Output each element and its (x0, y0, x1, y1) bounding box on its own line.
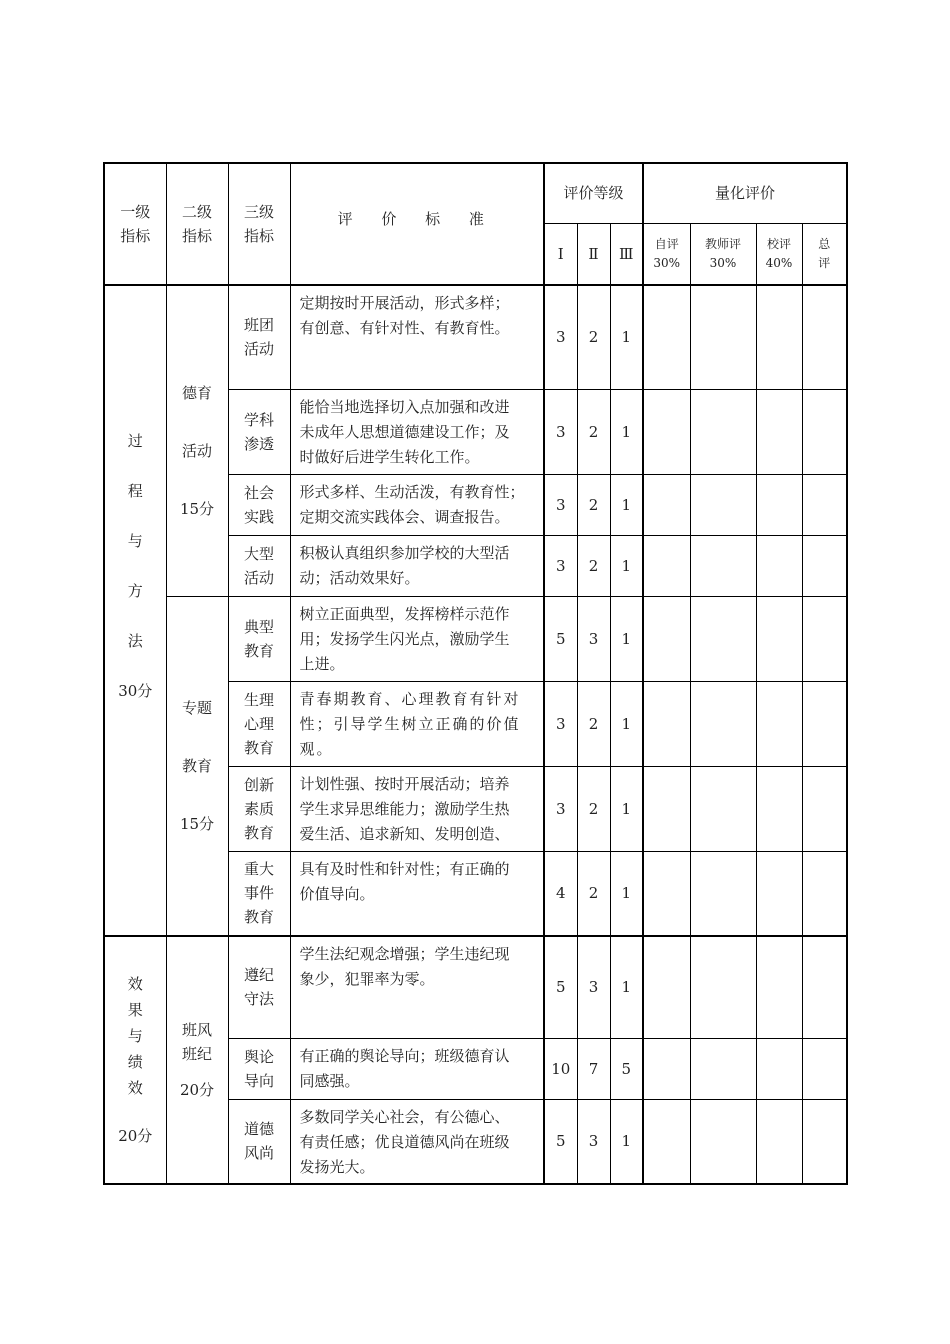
row-name: 道德 风尚 (228, 1099, 290, 1184)
row-criteria: 积极认真组织参加学校的大型活 动；活动效果好。 (290, 535, 544, 596)
row-name: 大型 活动 (228, 535, 290, 596)
grade-2: 3 (577, 596, 610, 681)
quant-header-self: 自评 30% (643, 223, 690, 285)
row-name: 遵纪 守法 (228, 936, 290, 1038)
score-teacher[interactable] (690, 936, 756, 1038)
score-teacher[interactable] (690, 596, 756, 681)
grade-header-3: Ⅲ (610, 223, 643, 285)
score-teacher[interactable] (690, 285, 756, 389)
grade-3: 1 (610, 389, 643, 474)
score-teacher[interactable] (690, 851, 756, 936)
score-self[interactable] (643, 285, 690, 389)
score-total[interactable] (802, 474, 847, 535)
score-total[interactable] (802, 936, 847, 1038)
row-name: 班团 活动 (228, 285, 290, 389)
score-self[interactable] (643, 535, 690, 596)
score-self[interactable] (643, 1099, 690, 1184)
score-school[interactable] (756, 596, 802, 681)
quant-header-teacher: 教师评 30% (690, 223, 756, 285)
grade-2: 3 (577, 936, 610, 1038)
score-self[interactable] (643, 851, 690, 936)
row-name: 学科 渗透 (228, 389, 290, 474)
grade-3: 1 (610, 285, 643, 389)
score-school[interactable] (756, 535, 802, 596)
score-school[interactable] (756, 936, 802, 1038)
group-effect: 效 果 与 绩 效 20分 (104, 936, 166, 1184)
grade-2: 2 (577, 681, 610, 766)
score-teacher[interactable] (690, 681, 756, 766)
row-criteria: 学生法纪观念增强；学生违纪现 象少，犯罪率为零。 (290, 936, 544, 1038)
score-teacher[interactable] (690, 474, 756, 535)
grade-1: 3 (544, 766, 577, 851)
grade-1: 4 (544, 851, 577, 936)
score-school[interactable] (756, 285, 802, 389)
score-total[interactable] (802, 851, 847, 936)
score-teacher[interactable] (690, 389, 756, 474)
score-school[interactable] (756, 681, 802, 766)
score-teacher[interactable] (690, 1038, 756, 1099)
score-total[interactable] (802, 766, 847, 851)
score-teacher[interactable] (690, 535, 756, 596)
grade-1: 3 (544, 474, 577, 535)
grade-header-1: Ⅰ (544, 223, 577, 285)
grade-2: 2 (577, 851, 610, 936)
score-total[interactable] (802, 1038, 847, 1099)
grade-3: 1 (610, 596, 643, 681)
score-school[interactable] (756, 1099, 802, 1184)
grade-2: 2 (577, 766, 610, 851)
score-total[interactable] (802, 681, 847, 766)
score-school[interactable] (756, 851, 802, 936)
score-self[interactable] (643, 1038, 690, 1099)
grade-2: 7 (577, 1038, 610, 1099)
grade-3: 5 (610, 1038, 643, 1099)
score-total[interactable] (802, 596, 847, 681)
grade-1: 10 (544, 1038, 577, 1099)
row-name: 典型 教育 (228, 596, 290, 681)
header-criteria: 评 价 标 准 (290, 163, 544, 285)
row-criteria: 形式多样、生动活泼，有教育性； 定期交流实践体会、调查报告。 (290, 474, 544, 535)
grade-2: 2 (577, 389, 610, 474)
grade-3: 1 (610, 474, 643, 535)
grade-header-2: Ⅱ (577, 223, 610, 285)
subgroup-class: 班风 班纪 20分 (166, 936, 228, 1184)
grade-2: 2 (577, 535, 610, 596)
grade-1: 5 (544, 596, 577, 681)
header-grade-group: 评价等级 (544, 163, 643, 223)
grade-2: 2 (577, 474, 610, 535)
subgroup-special: 专题 教育 15分 (166, 596, 228, 936)
score-total[interactable] (802, 389, 847, 474)
score-school[interactable] (756, 766, 802, 851)
grade-3: 1 (610, 766, 643, 851)
row-name: 重大 事件 教育 (228, 851, 290, 936)
score-school[interactable] (756, 474, 802, 535)
score-self[interactable] (643, 474, 690, 535)
row-criteria: 有正确的舆论导向；班级德育认 同感强。 (290, 1038, 544, 1099)
score-teacher[interactable] (690, 1099, 756, 1184)
row-name: 创新 素质 教育 (228, 766, 290, 851)
grade-1: 5 (544, 1099, 577, 1184)
subgroup-moral: 德育 活动 15分 (166, 285, 228, 596)
row-name: 生理 心理 教育 (228, 681, 290, 766)
row-name: 社会 实践 (228, 474, 290, 535)
row-criteria: 能恰当地选择切入点加强和改进 未成年人思想道德建设工作；及 时做好后进学生转化工作。 (290, 389, 544, 474)
row-criteria: 多数同学关心社会，有公德心、 有责任感；优良道德风尚在班级 发扬光大。 (290, 1099, 544, 1184)
evaluation-table (103, 162, 848, 1185)
row-criteria: 定期按时开展活动，形式多样； 有创意、有针对性、有教育性。 (290, 285, 544, 389)
score-school[interactable] (756, 1038, 802, 1099)
score-teacher[interactable] (690, 766, 756, 851)
grade-3: 1 (610, 936, 643, 1038)
score-self[interactable] (643, 766, 690, 851)
header-quant-group: 量化评价 (643, 163, 847, 223)
score-self[interactable] (643, 936, 690, 1038)
grade-3: 1 (610, 851, 643, 936)
grade-1: 3 (544, 681, 577, 766)
group-process: 过 程 与 方 法 30分 (104, 285, 166, 936)
score-school[interactable] (756, 389, 802, 474)
header-level1: 一级 指标 (104, 163, 166, 285)
grade-1: 3 (544, 285, 577, 389)
grade-1: 3 (544, 535, 577, 596)
header-level3: 三级 指标 (228, 163, 290, 285)
quant-header-school: 校评 40% (756, 223, 802, 285)
grade-2: 3 (577, 1099, 610, 1184)
grade-2: 2 (577, 285, 610, 389)
grade-3: 1 (610, 1099, 643, 1184)
grade-1: 5 (544, 936, 577, 1038)
row-criteria: 树立正面典型，发挥榜样示范作 用；发扬学生闪光点，激励学生 上进。 (290, 596, 544, 681)
grade-3: 1 (610, 681, 643, 766)
score-self[interactable] (643, 681, 690, 766)
row-criteria: 计划性强、按时开展活动；培养 学生求异思维能力；激励学生热 爱生活、追求新知、发明创造、 (290, 766, 544, 851)
score-total[interactable] (802, 285, 847, 389)
grade-1: 3 (544, 389, 577, 474)
row-criteria: 青春期教育、心理教育有针对 性；引导学生树立正确的价值 观。 (290, 681, 544, 766)
row-criteria: 具有及时性和针对性；有正确的 价值导向。 (290, 851, 544, 936)
header-level2: 二级 指标 (166, 163, 228, 285)
score-self[interactable] (643, 389, 690, 474)
score-total[interactable] (802, 1099, 847, 1184)
score-total[interactable] (802, 535, 847, 596)
grade-3: 1 (610, 535, 643, 596)
quant-header-total: 总 评 (802, 223, 847, 285)
score-self[interactable] (643, 596, 690, 681)
row-name: 舆论 导向 (228, 1038, 290, 1099)
